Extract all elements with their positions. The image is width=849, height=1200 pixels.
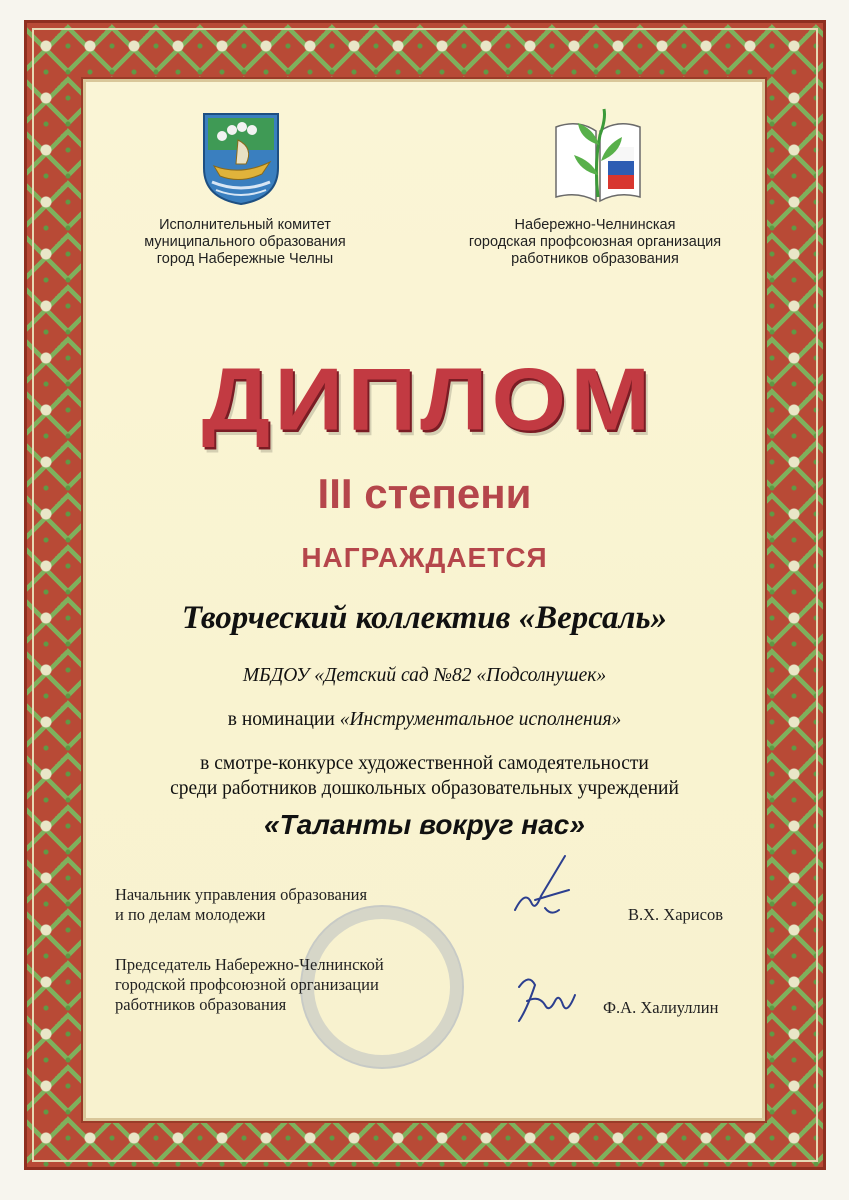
institution-name: МБДОУ «Детский сад №82 «Подсолнушек» xyxy=(242,665,607,686)
signatory-position-line: работников образования xyxy=(115,995,287,1014)
description-line: среди работников дошкольных образовательных учреждений xyxy=(170,778,679,799)
left-org-line: Исполнительный комитет xyxy=(159,217,331,233)
degree-label: III степени xyxy=(317,470,532,517)
signatory-1-position xyxy=(115,885,367,925)
left-org-line: город Набережные Челны xyxy=(156,251,334,267)
left-org-line: муниципального образования xyxy=(144,234,346,250)
right-org-name xyxy=(455,217,735,268)
signatory-position-line: городской профсоюзной организации xyxy=(115,975,379,994)
right-org-line: Набережно-Челнинская xyxy=(514,217,676,233)
signatory-position-line: и по делам молодежи xyxy=(115,905,266,924)
contest-name: «Таланты вокруг нас» xyxy=(264,809,585,840)
nomination-prefix: в номинации xyxy=(227,709,335,730)
signatory-1-name: В.Х. Харисов xyxy=(628,905,723,924)
left-org-name xyxy=(130,217,360,268)
description-line: в смотре-конкурсе художественной самодеятельности xyxy=(200,753,649,774)
signatory-2-position xyxy=(115,955,384,1015)
city-coat-of-arms-icon xyxy=(200,110,282,206)
nomination-line xyxy=(0,708,849,732)
signature-1-icon xyxy=(505,850,585,925)
signatory-position-line: Председатель Набережно-Челнинской xyxy=(115,955,384,974)
signatory-position-line: Начальник управления образования xyxy=(115,885,368,904)
right-org-line: работников образования xyxy=(511,251,679,267)
right-org-line: городская профсоюзная организация xyxy=(468,234,722,250)
awarded-label: НАГРАЖДАЕТСЯ xyxy=(301,542,548,573)
nomination-name: «Инструментальное исполнения» xyxy=(339,709,622,730)
signature-2-icon xyxy=(505,965,585,1035)
signatory-2-name: Ф.А. Халиуллин xyxy=(603,998,719,1017)
recipient-name: Творческий коллектив «Версаль» xyxy=(181,600,668,636)
diploma-title: ДИПЛОМ xyxy=(201,350,655,449)
union-book-sprout-icon xyxy=(550,105,646,205)
